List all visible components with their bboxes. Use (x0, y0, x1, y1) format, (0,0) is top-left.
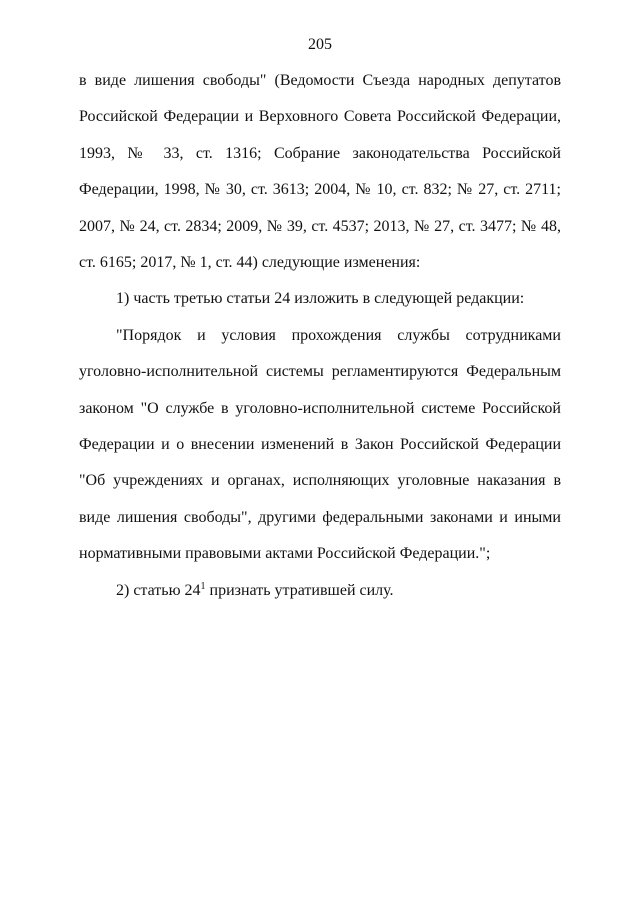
article-superscript: 1 (200, 580, 206, 592)
page-number: 205 (308, 36, 332, 53)
paragraph-item-1: 1) часть третью статьи 24 изложить в следующей редакции: (116, 290, 525, 308)
paragraph-item-2 (79, 573, 561, 609)
paragraph-continuation: в виде лишения свободы" (Ведомости Съезда народных депутатов Российской Федерации и Верховного Совета Российской Федерации, 1993, № 33, ст. 1316; Собрание законодательства Российской Федерации, 1998, № 30, ст. 3613; 2004, № 10, ст. 832; № 27, ст. 2711; 2007, № 24, ст. 2834; 2009, № 39, ст. 4537; 2013, № 27, ст. 3477; № 48, ст. 6165; 2017, № 1, ст. 44) следующие изменения: (79, 72, 561, 272)
item-2-text-start: 2) статью 24 (116, 581, 201, 599)
document-body (79, 63, 561, 609)
paragraph-quoted-text: "Порядок и условия прохождения службы сотрудниками уголовно-исполнительной системы регламентируются Федеральным законом "О службе в уголовно-исполнительной системе Российской Федерации и о внесении изменений в Закон Российской Федерации "Об учреждениях и органах, исполняющих уголовные наказания в виде лишения свободы", другими федеральными законами и иными нормативными правовыми актами Российской Федерации."; (79, 326, 561, 563)
item-2-text-end: признать утратившей силу. (205, 581, 394, 599)
